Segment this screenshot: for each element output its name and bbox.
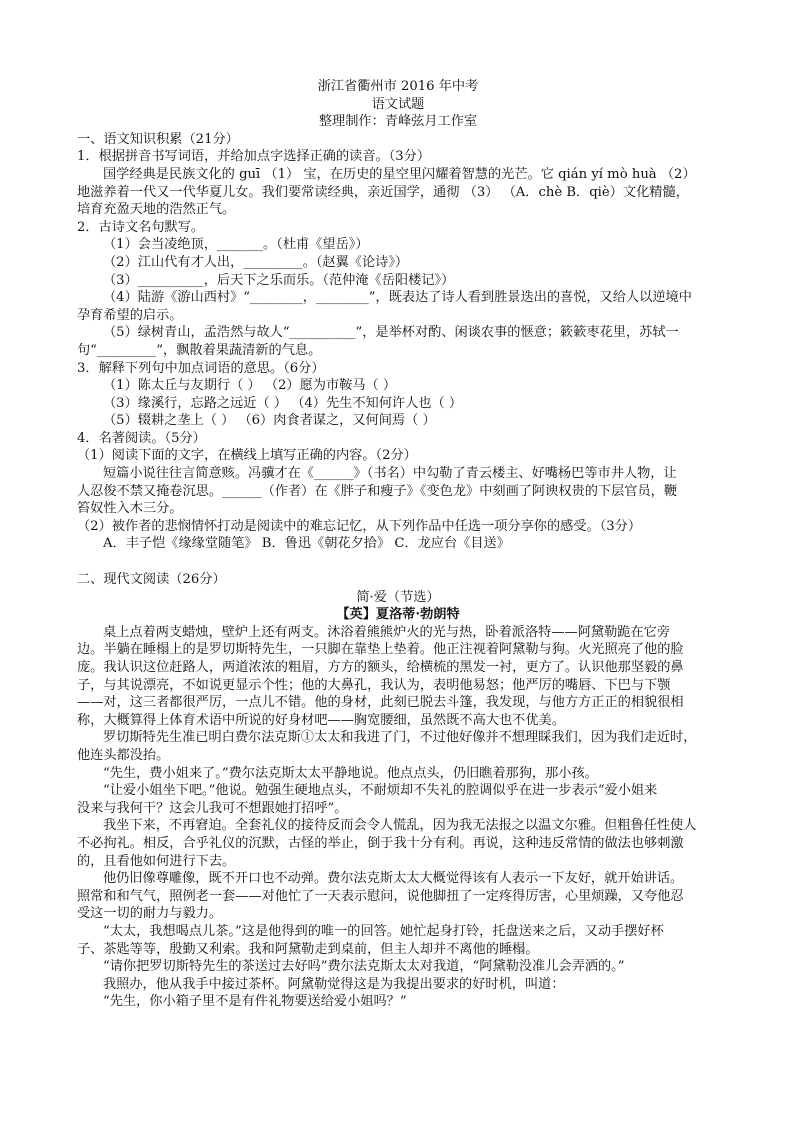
word-item: （3）缘溪行，忘路之远近（ ） （4）先生不知何许人也（ ） (103, 395, 463, 411)
paragraph-line: 培育充盈天地的浩然正气。 (77, 202, 236, 218)
article-line: 受这一切的耐力与毅力。 (77, 906, 223, 922)
question-1: 1．根据拼音书写词语，并给加点字选择正确的读音。（3分） (77, 149, 431, 165)
article-line: “先生，你小箱子里不是有件礼物要送给爱小姐吗？” (103, 994, 407, 1010)
options-line: A．丰子恺《缘缘堂随笔》 B．鲁迅《朝花夕拾》 C．龙应台《目送》 (103, 536, 510, 552)
article-line: 罗切斯特先生准已明白费尔法克斯①太太和我进了门，不过他好像并不想理睬我们，因为我们走近时， (103, 730, 697, 746)
exam-page (77, 78, 719, 1011)
article-line: “让爱小姐坐下吧。”他说。勉强生硬地点头，不耐烦却不失礼的腔调似乎在进一步表示“爱小姐来 (103, 783, 658, 799)
article-line: 边。半躺在睡榻上的是罗切斯特先生，一只脚在靠垫上垫着。他正注视着阿黛勒与狗。火光照亮了他的脸 (77, 642, 684, 658)
paragraph-line: 国学经典是民族文化的 guī （1） 宝，在历史的星空里闪耀着智慧的光芒。它 qián yí mò huà （2） (103, 166, 696, 182)
poem-item: （5）绿树青山，孟浩然与故人“__________”，是举杯对酌、闲谈农事的惬意；簌簌枣花里，苏轼一 (103, 325, 679, 341)
article-line: 子、茶匙等等，殷勤又利索。我和阿黛勒走到桌前，但主人却并不离他的睡榻。 (77, 941, 539, 957)
section-heading: 二、现代文阅读（26分） (77, 572, 226, 588)
section-heading: 一、语文知识积累（21分） (77, 131, 239, 147)
article-author: 【英】夏洛蒂·勃朗特 (336, 607, 460, 623)
question-2: 2．古诗文名句默写。 (77, 219, 205, 235)
maker-credit: 整理制作：青峰弦月工作室 (318, 114, 478, 130)
poem-item: （4）陆游《游山西村》“________，________”，既表达了诗人看到胜景迭出的喜悦，又给人以逆境中 (103, 290, 692, 306)
article-line: ——对，这三者都很严厉，一点儿不错。他的身材，此刻已脱去斗篷，我发现，与他方方正正的相貌很相 (77, 695, 684, 711)
article-line: 庞。我认识这位赶路人，两道浓浓的粗眉，方方的额头，给横梳的黑发一衬，更方了。认识他那坚毅的鼻 (77, 660, 684, 675)
article-line: 的，且看他如何进行下去。 (77, 853, 236, 869)
article-line: 子，与其说漂亮，不如说更显示个性；他的大鼻孔，我认为，表明他易怒；他严厉的嘴唇、下巴与下颚 (77, 677, 671, 693)
paragraph-line: 笞奴性入木三分。 (77, 501, 183, 517)
article-line: 他仍旧像尊雕像，既不开口也不动弹。费尔法克斯太太大概觉得该有人表示一下友好，就开始讲话。 (103, 871, 684, 887)
poem-item: （2）江山代有才人出，_________。（赵翼《论诗》） (103, 254, 409, 270)
question-3: 3．解释下列句中加点词语的意思。（6分） (77, 360, 325, 376)
article-title: 简·爱（节选） (356, 589, 440, 605)
article-line: “请你把罗切斯特先生的茶送过去好吗”费尔法克斯太太对我道，“阿黛勒没准儿会弄洒的。” (103, 959, 625, 975)
paragraph-line: 短篇小说往往言简意赅。冯骥才在《______》（书名）中勾勒了青云楼主、好嘴杨巴等市井人物，让 (103, 466, 677, 482)
exam-subtitle: 语文试题 (371, 96, 425, 112)
article-line: 我坐下来，不再窘迫。全套礼仪的接待反而会令人慌乱，因为我无法报之以温文尔雅。但粗鲁任性使人 (103, 818, 697, 834)
article-line: 桌上点着两支蜡烛，壁炉上还有两支。沐浴着熊熊炉火的光与热，卧着派洛特——阿黛勒跪在它旁 (103, 624, 671, 640)
article-line: “先生，费小姐来了。”费尔法克斯太太平静地说。他点点头，仍旧瞧着那狗，那小孩。 (103, 765, 598, 781)
article-line: “太太，我想喝点儿茶。”这是他得到的唯一的回答。她忙起身打铃，托盘送来之后，又动手摆好杯 (103, 923, 664, 939)
article-line: 不必拘礼。相反，合乎礼仪的沉默，古怪的举止，倒于我十分有利。再说，这种违反常情的做法也够刺激 (77, 835, 684, 851)
article-line: 他连头都没抬。 (77, 747, 170, 763)
article-line: 我照办，他从我手中接过茶杯。阿黛勒觉得这是为我提出要求的好时机，叫道： (103, 976, 565, 992)
article-line: 没来与我何干？这会儿我可不想跟她打招呼”。 (77, 800, 348, 816)
poem-item: （1）会当凌绝顶，_______。（杜甫《望岳》） (103, 237, 369, 253)
poem-item: 孕育希望的启示。 (77, 307, 183, 323)
word-item: （1）陈太丘与友期行（ ） （2）愿为市鞍马（ ） (103, 378, 397, 394)
paragraph-line: 地滋养着一代又一代华夏儿女。我们要常读经典，亲近国学，通彻 （3） （A．chè B．qiè）文化精髓， (77, 184, 689, 200)
word-item: （5）辍耕之垄上（ ） （6）肉食者谋之，又何间焉（ ） (103, 413, 436, 429)
paragraph-line: 人忍俊不禁又掩卷沉思。______（作者）在《胖子和瘦子》《变色龙》中刻画了阿谀权贵的下层官员，鞭 (77, 483, 678, 499)
exam-title: 浙江省衢州市 2016 年中考 (317, 79, 479, 94)
article-line: 称，大概算得上体育术语中所说的好身材吧——胸宽腰细，虽然既不高大也不优美。 (77, 712, 565, 728)
poem-item: 句“_________”，飘散着果蔬清新的气息。 (77, 342, 322, 358)
question-4: 4．名著阅读。（5分） (77, 430, 206, 446)
article-line: 照常和和气气，照例老一套——对他忙了一天表示慰问，说他脚扭了一定疼得厉害，心里烦躁，又夸他忍 (77, 888, 684, 904)
sub-question: （2）被作者的悲悯情怀打动是阅读中的难忘记忆，从下列作品中任选一项分享你的感受。（3分） (77, 518, 642, 534)
sub-question: （1）阅读下面的文字，在横线上填写正确的内容。（2分） (77, 448, 417, 464)
poem-item: （3）__________，后天下之乐而乐。（范仲淹《岳阳楼记》） (103, 272, 455, 288)
